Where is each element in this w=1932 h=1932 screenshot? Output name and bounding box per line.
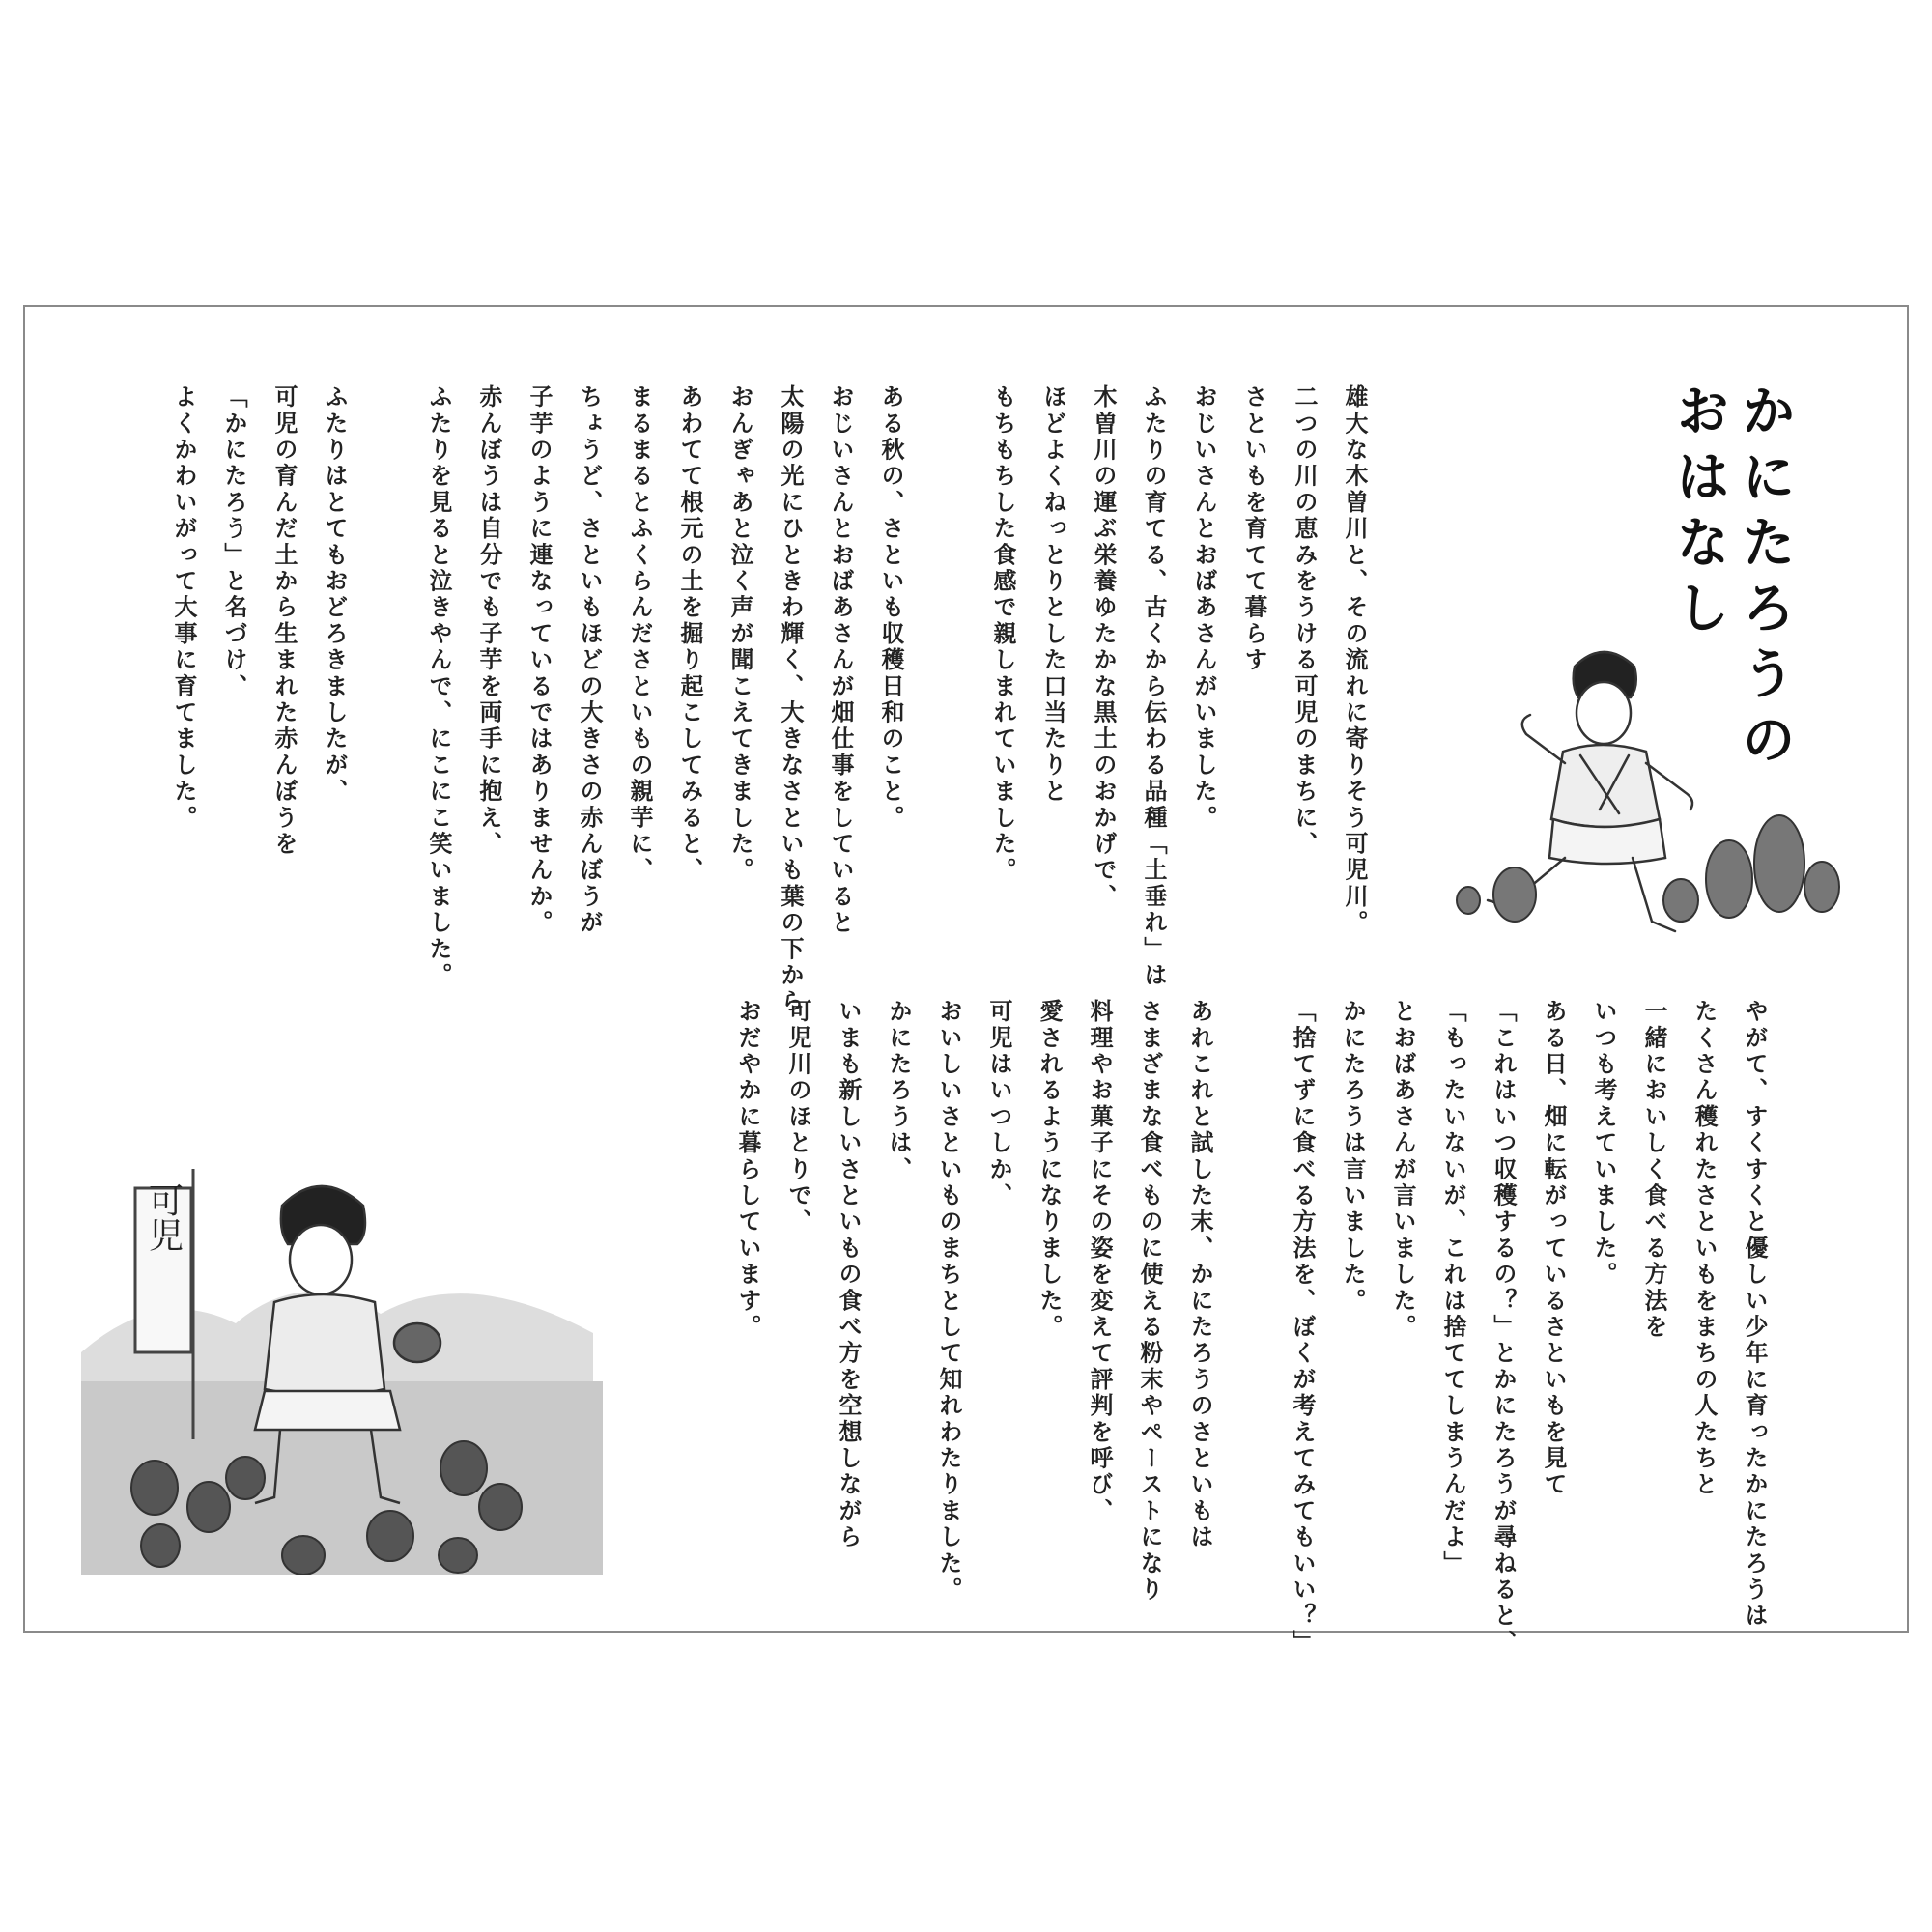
text-column: おじいさんとおばあさんがいました。 [1190, 384, 1217, 832]
text-column: ふたりはとてもおどろきましたが、 [321, 384, 348, 806]
text-column: もちもちした食感で親しまれていました。 [989, 384, 1016, 884]
text-column: 「捨てずに食べる方法を、ぼくが考えてみてもいい？」 [1289, 999, 1316, 1656]
text-column: 「これはいつ収穫するの？」とかにたろうが尋ねると、 [1490, 999, 1517, 1656]
text-column: いつも考えていました。 [1590, 999, 1617, 1289]
text-column: 雄大な木曽川と、その流れに寄りそう可児川。 [1341, 384, 1368, 937]
text-column: 可児川のほとりで、 [784, 999, 811, 1236]
text-column: 赤んぼうは自分でも子芋を両手に抱え、 [475, 384, 502, 858]
text-column: あわてて根元の土を掘り起こしてみると、 [676, 384, 703, 884]
text-column: ある秋の、さといも収穫日和のこと。 [877, 384, 904, 832]
text-column: 料理やお菓子にその姿を変えて評判を呼び、 [1086, 999, 1113, 1524]
text-column: かにたろうは言いました。 [1339, 999, 1366, 1315]
text-column: おだやかに暮らしています。 [734, 999, 761, 1341]
text-column: よくかわいがって大事に育てました。 [170, 384, 197, 832]
text-column: さまざまな食べものに使える粉末やペーストになり [1136, 999, 1163, 1604]
text-column: ふたりの育てる、古くから伝わる品種「土垂れ」は [1140, 384, 1167, 989]
text-column: あれこれと試した末、かにたろうのさといもは [1186, 999, 1213, 1551]
walking-boy-illustration [1439, 628, 1845, 956]
text-column: まるまるとふくらんださといもの親芋に、 [626, 384, 653, 884]
text-column: さといもを育てて暮らす [1240, 384, 1267, 674]
text-column: とおばあさんが言いました。 [1389, 999, 1416, 1341]
text-column: 「かにたろう」と名づけ、 [220, 384, 247, 700]
text-column: たくさん穫れたさといもをまちの人たちと [1690, 999, 1718, 1498]
text-column: 可児の育んだ土から生まれた赤んぼうを [270, 384, 298, 858]
text-column: 二つの川の恵みをうける可児のまちに、 [1291, 384, 1318, 858]
text-column: 一緒においしく食べる方法を [1640, 999, 1667, 1341]
text-column: ほどよくねっとりとした口当たりと [1039, 384, 1066, 806]
text-column: おんぎゃあと泣く声が聞こえてきました。 [726, 384, 753, 884]
text-column: 「もったいないが、これは捨ててしまうんだよ」 [1439, 999, 1466, 1577]
text-column: ある日、畑に転がっているさといもを見て [1540, 999, 1567, 1498]
text-column: 愛されるようになりました。 [1036, 999, 1063, 1341]
flag-label: 可児 [143, 1182, 184, 1252]
story-title-line2: おはなし [1667, 383, 1730, 645]
sitting-boy-illustration [81, 1159, 603, 1575]
text-column: いまも新しいさといもの食べ方を空想しながら [835, 999, 862, 1551]
text-column: 太陽の光にひときわ輝く、大きなさといも葉の下から [777, 384, 804, 1015]
text-column: おいしいさといものまちとして知れわたりました。 [935, 999, 962, 1604]
text-column: ふたりを見ると泣きやんで、にこにこ笑いました。 [425, 384, 452, 989]
text-column: 木曽川の運ぶ栄養ゆたかな黒土のおかげで、 [1090, 384, 1117, 910]
text-column: 可児はいつしか、 [985, 999, 1012, 1209]
text-column: おじいさんとおばあさんが畑仕事をしていると [827, 384, 854, 937]
text-column: やがて、すくすくと優しい少年に育ったかにたろうは [1741, 999, 1768, 1630]
story-title-line1: かにたろうの [1733, 383, 1796, 777]
text-column: ちょうど、さといもほどの大きさの赤んぼうが [576, 384, 603, 937]
text-column: かにたろうは、 [885, 999, 912, 1183]
text-column: 子芋のように連なっているではありませんか。 [526, 384, 553, 937]
